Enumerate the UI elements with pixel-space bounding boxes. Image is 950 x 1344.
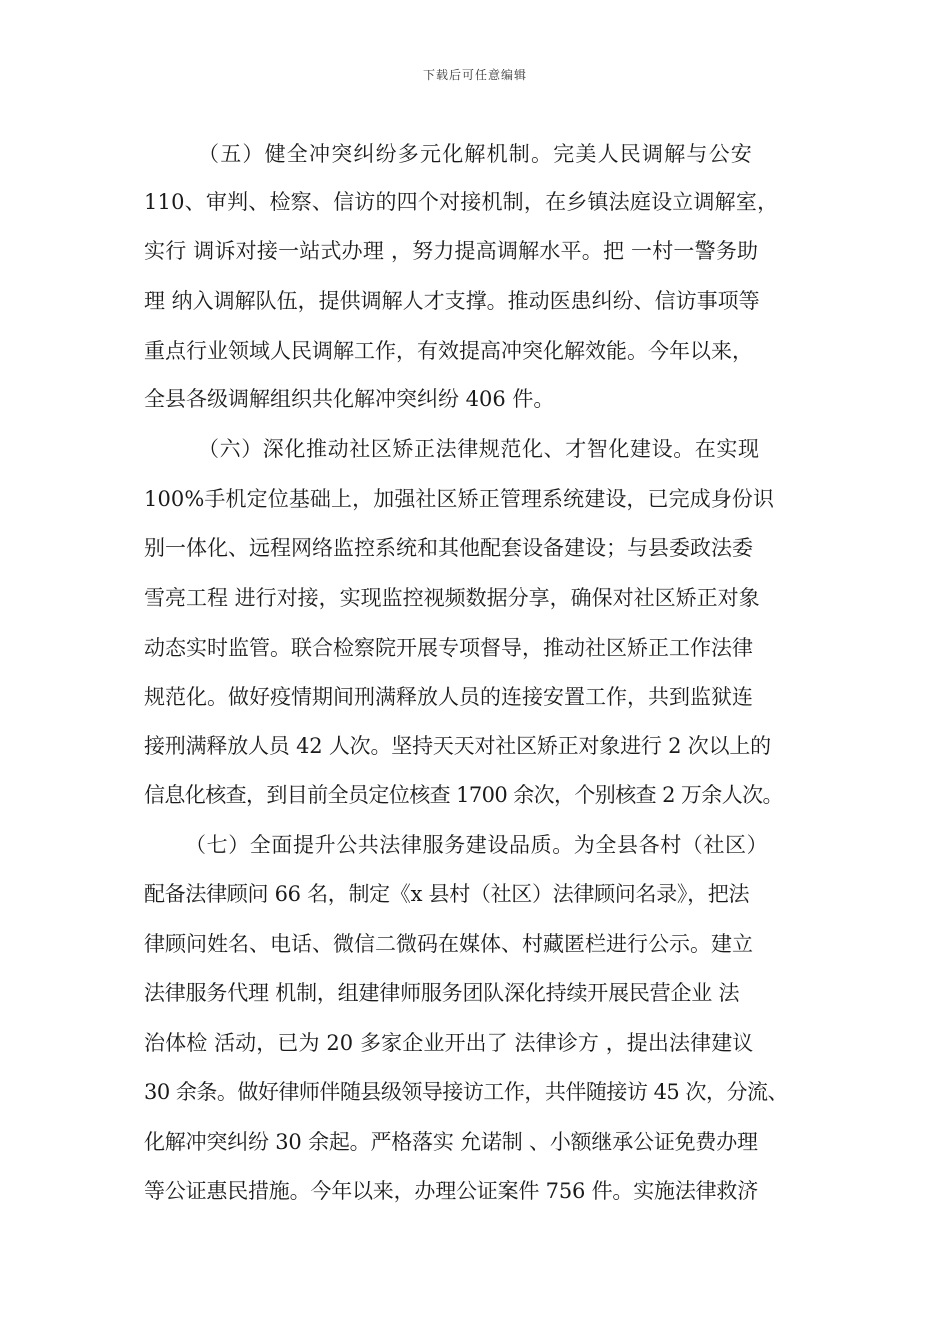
paragraph-line: 110、审判、检察、信访的四个对接机制，在乡镇法庭设立调解室， (144, 190, 779, 214)
paragraph-line: 重点行业领域人民调解工作，有效提高冲突化解效能。今年以来， (144, 339, 753, 363)
paragraph-line: 治体检 活动，已为 20 多家企业开出了 法律诊方 ，提出法律建议 (144, 1031, 754, 1055)
page-header: 下载后可任意编辑 (422, 68, 527, 82)
paragraph-line: （六）深化推动社区矫正法律规范化、才智化建设。在实现 (198, 437, 760, 461)
paragraph-line: 接刑满释放人员 42 人次。坚持天天对社区矫正对象进行 2 次以上的 (144, 734, 771, 758)
paragraph-line: （七）全面提升公共法律服务建设品质。为全县各村（社区） (185, 833, 769, 857)
paragraph-line: 100%手机定位基础上，加强社区矫正管理系统建设，已完成身份识 (144, 487, 775, 511)
paragraph-line: 动态实时监管。联合检察院开展专项督导，推动社区矫正工作法律 (144, 636, 753, 660)
paragraph-line: 30 余条。做好律师伴随县级领导接访工作，共伴随接访 45 次，分流、 (144, 1080, 788, 1104)
paragraph-line: 化解冲突纠纷 30 余起。严格落实 允诺制 、小额继承公证免费办理 (144, 1130, 758, 1154)
paragraph-line: 法律服务代理 机制，组建律师服务团队深化持续开展民营企业 法 (144, 981, 740, 1005)
paragraph-line: 配备法律顾问 66 名，制定《x 县村（社区）法律顾问名录》，把法 (144, 882, 750, 906)
paragraph-line: 实行 调诉对接一站式办理 ，努力提高调解水平。把 一村一警务助 (144, 239, 759, 263)
paragraph-line: 信息化核查，到目前全员定位核查 1700 余次，个别核查 2 万余人次。 (144, 783, 783, 807)
paragraph-line: 别一体化、远程网络监控系统和其他配套设备建设；与县委政法委 (144, 536, 753, 560)
paragraph-line: 等公证惠民措施。今年以来，办理公证案件 756 件。实施法律救济 (144, 1179, 759, 1203)
paragraph-line: （五）健全冲突纠纷多元化解机制。完美人民调解与公安 (198, 142, 753, 166)
paragraph-line: 全县各级调解组织共化解冲突纠纷 406 件。 (144, 387, 555, 411)
paragraph-line: 律顾问姓名、电话、微信二微码在媒体、村藏匿栏进行公示。建立 (144, 932, 753, 956)
paragraph-line: 理 纳入调解队伍，提供调解人才支撑。推动医患纠纷、信访事项等 (144, 289, 760, 313)
paragraph-line: 雪亮工程 进行对接，实现监控视频数据分享，确保对社区矫正对象 (144, 586, 760, 610)
paragraph-line: 规范化。做好疫情期间刑满释放人员的连接安置工作，共到监狱连 (144, 685, 753, 709)
